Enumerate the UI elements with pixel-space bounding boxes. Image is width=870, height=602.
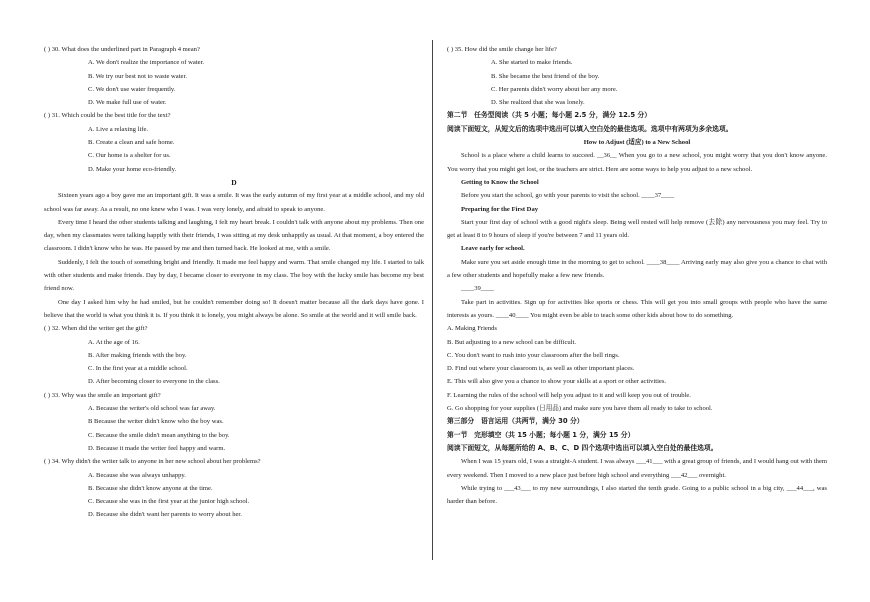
- question-31-option-b: B. Create a clean and safe home.: [88, 139, 175, 147]
- question-32-stem: ( ) 32. When did the writer get the gift?: [44, 325, 148, 333]
- question-34-stem: ( ) 34. Why didn't the writer talk to anyone in her new school about her problems?: [44, 458, 261, 466]
- section-d-heading: D: [231, 177, 237, 187]
- question-33-option-c: C. Because the smile didn't mean anything to the boy.: [88, 431, 230, 439]
- task-passage-paragraph-3: Start your first day of school with a good night's sleep. Being well rested will help remove (去除) any nervousness you may feel. Try to get at least 8 to 9 hours of sleep if you're between 7 and 11 years old.: [447, 218, 827, 240]
- task-passage-paragraph-1: School is a place where a child learns to succeed. __36__ When you go to a new school, you might worry that you don't know anyone. You worry that you might get lost, or the teachers are strict. Here are some ways to help you adjust to a new school.: [447, 152, 827, 173]
- question-34-option-d: D. Because she didn't want her parents to worry about her.: [88, 511, 242, 519]
- right-column: [447, 43, 827, 508]
- question-33-option-a: A. Because the writer's old school was far away.: [88, 405, 216, 413]
- section-1-heading: 第一节 完形填空（共 15 小题；每小题 1 分，满分 15 分）: [447, 430, 635, 439]
- passage-d-paragraph-4: One day I asked him why he had smiled, but he couldn't remember doing so! It doesn't matter because all the dark days have gone. I believe that the world is what you think it is. If you think it is lonely, you might always be alone. So smile at the world and it will smile back.: [44, 298, 424, 319]
- option-f: F. Learning the rules of the school will help you adjust to it and will keep you out of trouble.: [447, 391, 691, 399]
- passage-d-paragraph-1: Sixteen years ago a boy gave me an important gift. It was a smile. It was the early autumn of my first year at a middle school, and my old school was far away. As a result, no one knew who I was. I was very lonely, and afraid to speak to anyone.: [44, 192, 424, 213]
- section-2-heading: 第二节 任务型阅读（共 5 小题；每小题 2.5 分，满分 12.5 分）: [447, 111, 652, 120]
- passage-title: How to Adjust (适应) to a New School: [583, 139, 691, 147]
- question-30-option-d: D. We make full use of water.: [88, 99, 167, 107]
- question-30-option-a: A. We don't realize the importance of water.: [88, 59, 205, 67]
- subheading-leave-early: Leave early for school.: [461, 245, 525, 253]
- section-2-instruction: 阅读下面短文，从短文后的选项中选出可以填入空白处的最佳选项。选项中有两项为多余选项。: [447, 124, 733, 133]
- question-32-option-d: D. After becoming closer to everyone in the class.: [88, 378, 220, 386]
- question-34-option-b: B. Because she didn't know anyone at the time.: [88, 484, 213, 492]
- passage-d-paragraph-3: Suddenly, I felt the touch of something bright and friendly. It made me feel happy and warm. That smile changed my life. I started to talk with other students and make friends. Day by day, I became closer to everyone in my class. The boy with the lucky smile has become my best friend now.: [44, 258, 424, 293]
- subheading-first-day: Preparing for the First Day: [461, 205, 539, 213]
- question-35-option-c: C. Her parents didn't worry about her any more.: [491, 85, 618, 93]
- question-31-option-d: D. Make your home eco-friendly.: [88, 165, 177, 173]
- task-passage-paragraph-5: Take part in activities. Sign up for activities like sports or chess. This will get you into small groups with people who have the same interests as yours. ____40____ You might even be able to teach some other kids about how to do something.: [447, 298, 827, 319]
- question-30-option-b: B. We try our best not to waste water.: [88, 72, 187, 80]
- passage-d-paragraph-2: Every time I heard the other students talking and laughing, I felt my heart break. I couldn't talk with anyone about my problems. Then one day, when my classmates were talking happily with their friends, I was sitting at my desk unhappily as usual. At that moment, a boy entered the classroom. I didn't know who he was. He passed by me and then turned back. He looked at me, with a smile.: [44, 218, 424, 253]
- cloze-paragraph-1: When I was 15 years old, I was a straight-A student. I was always ___41___ with a great group of friends, and I would hang out with them every weekend. Then I moved to a new place just before high school and everything ___42___ overnight.: [447, 458, 827, 479]
- section-1-instruction: 阅读下面短文，从每题所给的 A、B、C、D 四个选项中选出可以填入空白处的最佳选项。: [447, 443, 718, 452]
- question-35-option-b: B. She became the best friend of the boy.: [491, 72, 600, 80]
- question-30-option-c: C. We don't use water frequently.: [88, 85, 176, 93]
- question-34-option-a: A. Because she was always unhappy.: [88, 471, 186, 479]
- task-passage-paragraph-2: Before you start the school, go with your parents to visit the school. ____37____: [461, 192, 675, 200]
- question-33-option-d: D. Because it made the writer feel happy and warm.: [88, 444, 226, 452]
- question-33-option-b: B Because the writer didn't know who the boy was.: [88, 418, 224, 426]
- option-b: B. But adjusting to a new school can be difficult.: [447, 338, 576, 346]
- question-33-stem: ( ) 33. Why was the smile an important gift?: [44, 391, 161, 399]
- blank-39: ____39____: [461, 285, 494, 293]
- question-35-option-a: A. She started to make friends.: [491, 59, 573, 67]
- task-passage-paragraph-4: Make sure you set aside enough time in the morning to get to school. ____38____ Arriving early may also give you a chance to chat with a few other students and hopefully make a few new friends.: [447, 258, 827, 280]
- question-31-option-c: C. Our home is a shelter for us.: [88, 152, 171, 160]
- part-3-heading: 第三部分 语言运用（共两节，满分 30 分）: [447, 417, 584, 426]
- option-d: D. Find out where your classroom is, as well as other important places.: [447, 365, 635, 373]
- option-c: C. You don't want to rush into your classroom after the bell rings.: [447, 351, 620, 359]
- column-divider: [432, 40, 433, 560]
- question-35-option-d: D. She realized that she was lonely.: [491, 99, 585, 107]
- left-column: [44, 43, 424, 522]
- option-a: A. Making Friends: [447, 325, 498, 333]
- question-30-stem: ( ) 30. What does the underlined part in Paragraph 4 mean?: [44, 46, 200, 53]
- question-32-option-c: C. In the first year at a middle school.: [88, 365, 188, 373]
- question-32-option-a: A. At the age of 16.: [88, 338, 140, 346]
- question-35-stem: ( ) 35. How did the smile change her life?: [447, 46, 557, 53]
- cloze-paragraph-2: While trying to ___43___ to my new surroundings, I also started the tenth grade. Going to a public school in a big city, ___44___, was harder than before.: [447, 484, 827, 506]
- question-31-stem: ( ) 31. Which could be the best title for the text?: [44, 112, 171, 120]
- option-e: E. This will also give you a chance to show your skills at a sport or other activities.: [447, 378, 667, 386]
- question-32-option-b: B. After making friends with the boy.: [88, 351, 187, 359]
- subheading-getting-to-know: Getting to Know the School: [461, 178, 539, 186]
- question-31-option-a: A. Live a relaxing life.: [88, 125, 149, 133]
- option-g: G. Go shopping for your supplies (日用品) and make sure you have them all ready to take to school.: [447, 405, 713, 413]
- question-34-option-c: C. Because she was in the first year at the junior high school.: [88, 498, 250, 506]
